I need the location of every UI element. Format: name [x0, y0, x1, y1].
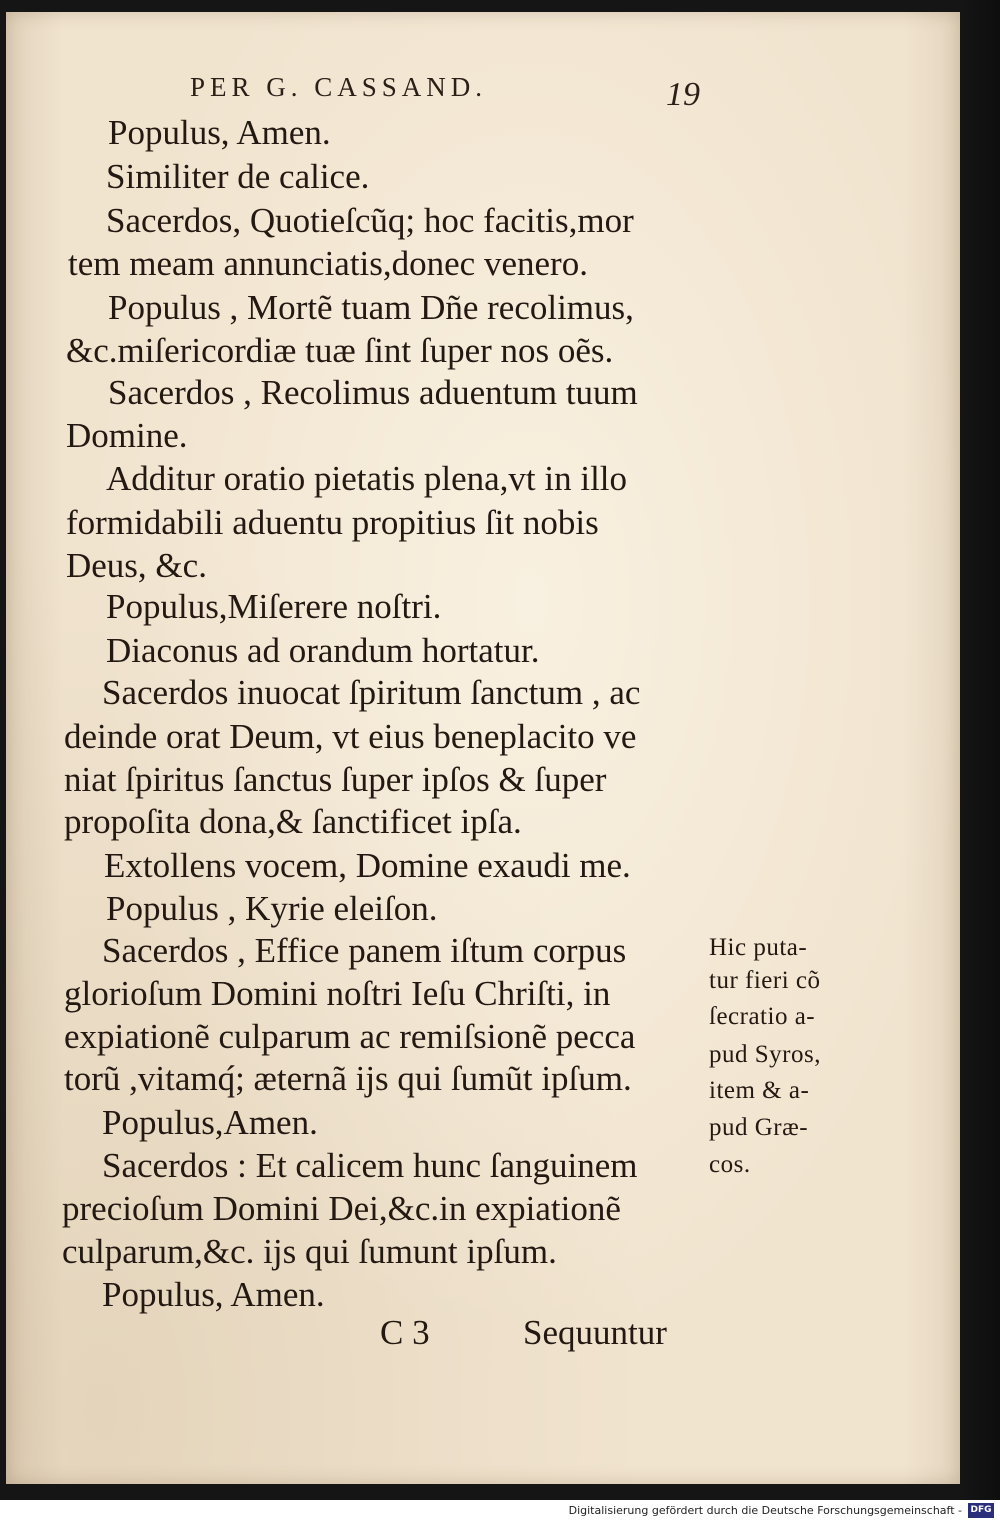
text-line: Populus,Amen. [102, 1103, 318, 1142]
page-number: 19 [666, 76, 700, 113]
text-line: expiationẽ culparum ac remiſsionẽ pecca [64, 1017, 636, 1056]
page-edge-shadow [960, 0, 1000, 1500]
text-line: Populus, Amen. [102, 1275, 325, 1314]
running-head: PER G. CASSAND. [190, 72, 488, 102]
text-line: Populus , Kyrie eleiſon. [106, 889, 438, 928]
note-line: item & a- [709, 1077, 810, 1104]
note-line: pud Syros, [709, 1041, 821, 1068]
text-line: propoſita dona,& ſanctificet ipſa. [64, 802, 522, 841]
text-line: tem meam annunciatis,donec venero. [68, 244, 588, 283]
text-line: torũ ,vitamq́; æternã ijs qui ſumũt ipſum. [64, 1059, 632, 1098]
text-line: niat ſpiritus ſanctus ſuper ipſos & ſuper [64, 760, 607, 799]
note-line: Hic puta- [709, 934, 808, 961]
text-line: Extollens vocem, Domine exaudi me. [104, 846, 631, 885]
text-line: Sacerdos inuocat ſpiritum ſanctum , ac [102, 673, 641, 712]
text-line: Domine. [66, 416, 188, 455]
note-line: ſecratio a- [709, 1003, 816, 1030]
text-line: Sacerdos, Quotieſcũq; hoc facitis,mor [106, 201, 634, 240]
text-line: culparum,&c. ijs qui ſumunt ipſum. [62, 1232, 557, 1271]
text-line: Additur oratio pietatis plena,vt in illo [106, 459, 628, 498]
digitization-footer [0, 1500, 1000, 1523]
text-line: Sacerdos , Effice panem iſtum corpus [102, 931, 627, 970]
text-line: Sacerdos , Recolimus aduentum tuum [108, 373, 638, 412]
text-line: precioſum Domini Dei,&c.in expiationẽ [62, 1189, 621, 1228]
dfg-logo: DFG [968, 1503, 994, 1518]
catchword: Sequuntur [523, 1313, 667, 1352]
text-line: glorioſum Domini noſtri Ieſu Chriſti, in [64, 974, 611, 1013]
footer-credit: Digitalisierung gefördert durch die Deutsche Forschungsgemeinschaft - [568, 1504, 962, 1517]
text-line: Deus, &c. [66, 546, 207, 585]
signature-mark: C 3 [380, 1313, 430, 1352]
text-line: Populus,Miſerere noſtri. [106, 587, 442, 626]
note-line: pud Græ- [709, 1114, 809, 1141]
text-line: Populus, Amen. [108, 113, 331, 152]
text-line: &c.miſericordiæ tuæ ſint ſuper nos oẽs. [66, 331, 614, 370]
text-line: Sacerdos : Et calicem hunc ſanguinem [102, 1146, 638, 1185]
note-line: tur fieri cõ [709, 967, 821, 994]
text-line: Diaconus ad orandum hortatur. [106, 631, 540, 670]
text-line: Similiter de calice. [106, 157, 370, 196]
text-line: deinde orat Deum, vt eius beneplacito ve [64, 717, 637, 756]
note-line: cos. [709, 1151, 751, 1178]
text-line: Populus , Mortẽ tuam Dñe recolimus, [108, 288, 634, 327]
text-line: formidabili aduentu propitius ſit nobis [66, 503, 599, 542]
